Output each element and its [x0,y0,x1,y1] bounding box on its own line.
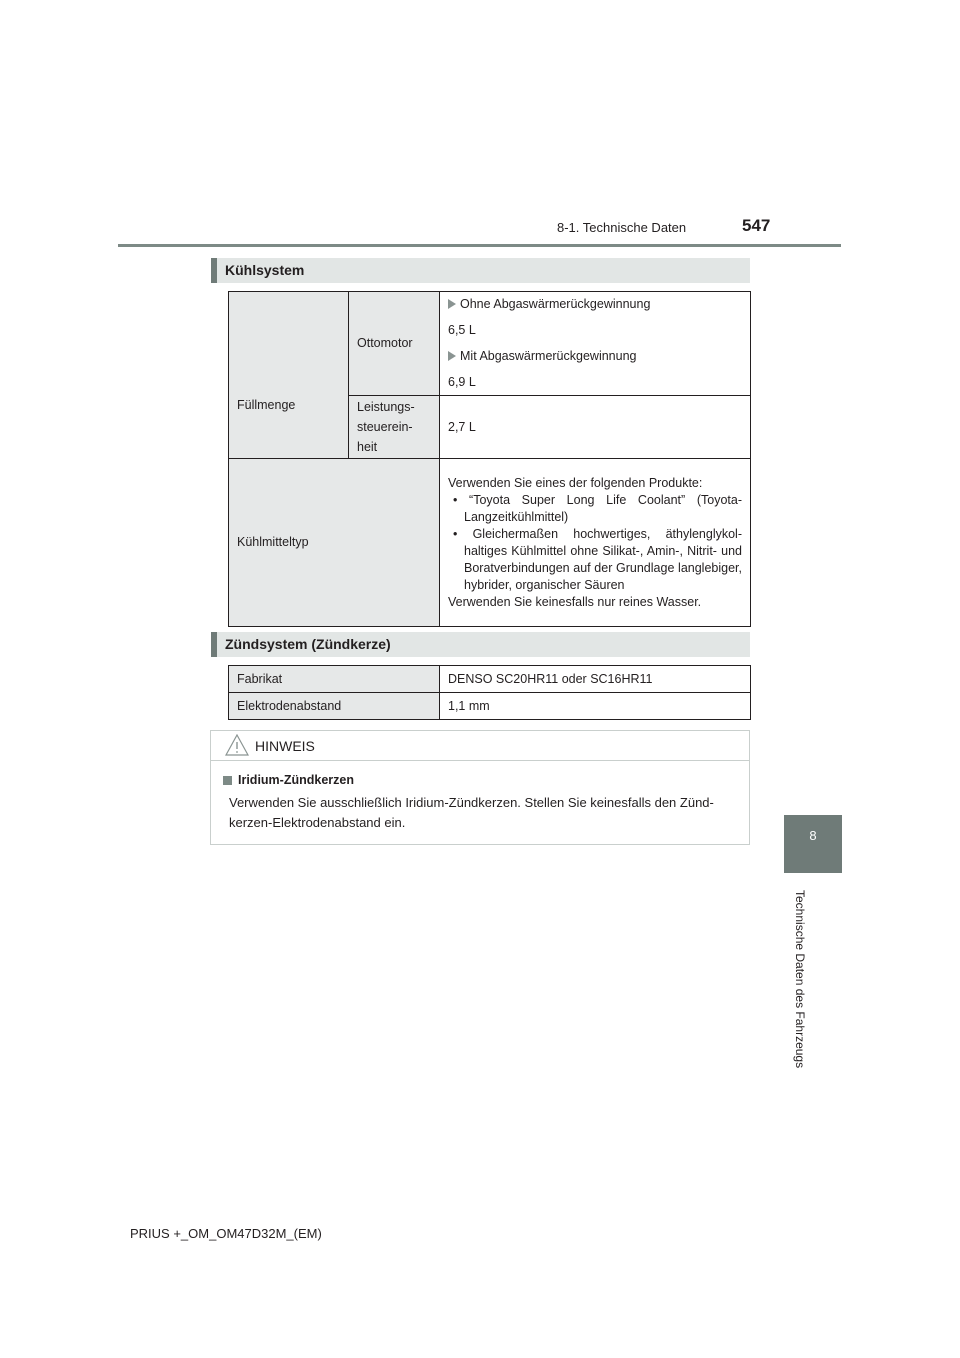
warning-triangle-icon [225,734,249,756]
otto-engine-label: Ottomotor [349,292,440,396]
notice-title: HINWEIS [255,738,315,754]
coolant-type-cell [440,459,751,627]
table-row [229,666,751,693]
header-divider [118,244,841,247]
notice-subtitle: Iridium-Zündkerzen [238,773,354,787]
coolant-item: • Gleichermaßen hochwertiges, äthylenglykol-haltiges Kühlmittel ohne Silikat-, Amin-, Nitrit- und Boratverbindungen auf der Grundlage langlebiger, hybrider, organischer Säuren [453,526,742,592]
triangle-bullet-icon [448,351,456,361]
otto-option-2-label: Mit Abgaswärmerückgewinnung [460,349,637,363]
power-label-line: steuerein- [357,420,413,434]
document-code: PRIUS +_OM_OM47D32M_(EM) [130,1226,322,1241]
otto-values-cell [440,292,751,396]
otto-option-1-label: Ohne Abgaswärmerückgewinnung [460,297,651,311]
coolant-type-label: Kühlmitteltyp [229,459,440,627]
fill-amount-label: Füllmenge [229,292,349,459]
notice-body: Verwenden Sie ausschließlich Iridium-Zündkerzen. Stellen Sie keinesfalls den Zünd-kerzen-Elektrodenabstand ein. [229,795,714,830]
coolant-item: • “Toyota Super Long Life Coolant” (Toyota-Langzeitkühlmittel) [453,492,742,524]
section-title: 8-1. Technische Daten [557,220,687,235]
notice-divider [211,760,749,761]
otto-option-2-value: 6,9 L [448,375,476,389]
triangle-bullet-icon [448,299,456,309]
square-bullet-icon [223,776,232,785]
ignition-table [228,665,751,720]
ignition-section-header [211,632,750,657]
coolant-outro: Verwenden Sie keinesfalls nur reines Wasser. [448,594,702,609]
chapter-label: Technische Daten des Fahrzeugs [793,890,807,1069]
power-label-line: Leistungs- [357,400,415,414]
notice-box [210,730,750,845]
spec-value: DENSO SC20HR11 oder SC16HR11 [440,666,751,693]
coolant-intro: Verwenden Sie eines der folgenden Produkte: [448,475,703,490]
power-label-line: heit [357,440,378,454]
page-number: 547 [742,216,771,235]
otto-option-1-value: 6,5 L [448,323,476,337]
power-control-unit-label [349,396,440,459]
ignition-section-title: Zündsystem (Zündkerze) [225,636,391,652]
spec-value: 1,1 mm [440,693,751,720]
cooling-section-title: Kühlsystem [225,262,305,278]
spec-label: Fabrikat [229,666,440,693]
chapter-number: 8 [809,828,817,843]
chapter-tab [784,815,842,873]
cooling-table [228,291,751,627]
power-control-unit-value: 2,7 L [440,396,751,459]
cooling-section-header [211,258,750,283]
spec-label: Elektrodenabstand [229,693,440,720]
table-row [229,693,751,720]
